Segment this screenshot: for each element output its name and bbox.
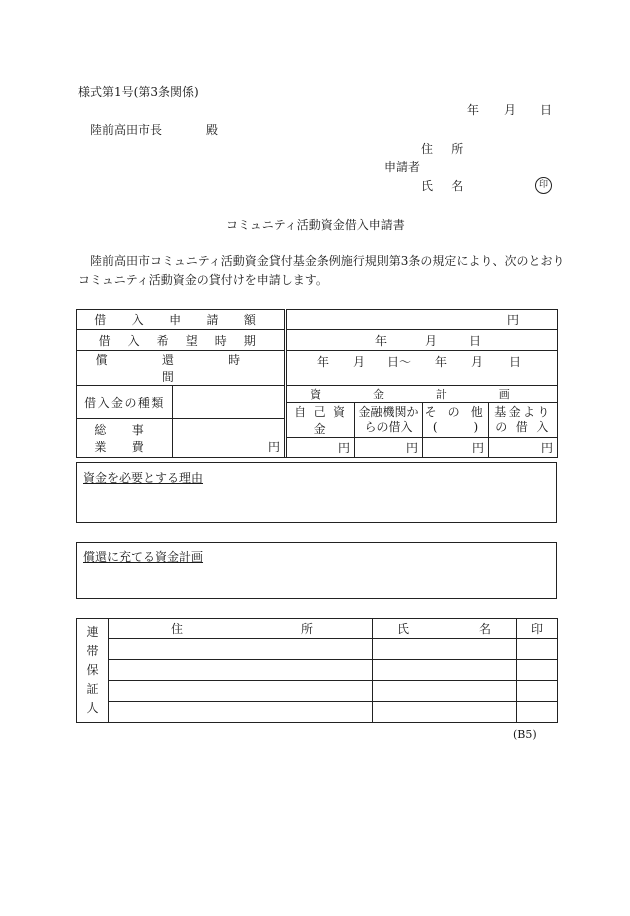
guarantor-seal-1[interactable] — [517, 639, 558, 660]
addressee-dono: 殿 — [206, 123, 219, 137]
term-end-day: 日 — [509, 355, 522, 369]
seal-mark: 印 — [535, 177, 552, 194]
term-end-month: 月 — [471, 355, 484, 369]
col-name-header — [373, 619, 517, 639]
yen-unit: 円 — [337, 441, 350, 455]
guarantor-address-2[interactable] — [109, 660, 373, 681]
loan-amount-label: 借 入 申 請 額 — [94, 313, 267, 327]
guarantor-char-5: 人 — [86, 701, 99, 715]
other-amount[interactable] — [423, 438, 489, 458]
period-year: 年 — [375, 334, 388, 348]
fund-loan-label-2: の 借 入 — [495, 420, 551, 434]
applicant-label: 申請者 — [384, 160, 421, 174]
guarantor-address-3[interactable] — [109, 681, 373, 702]
form-number: 様式第1号(第3条関係) — [78, 85, 199, 99]
loan-amount-field[interactable] — [287, 310, 558, 330]
reason-box[interactable] — [76, 462, 557, 523]
body-text-line2: コミュニティ活動資金の貸付けを申請します。 — [78, 273, 328, 287]
paper-size-note: (B5) — [513, 728, 537, 741]
date-year: 年 — [467, 103, 480, 117]
repayment-term-label: 償 還 時 間 — [95, 353, 266, 384]
yen-unit: 円 — [471, 441, 484, 455]
yen-unit: 円 — [541, 441, 554, 455]
guarantor-name-1[interactable] — [373, 639, 517, 660]
other-paren: ( ) — [432, 420, 479, 434]
guarantor-name-2[interactable] — [373, 660, 517, 681]
col-name-char-1: 氏 — [397, 622, 410, 636]
other-label: そ の 他 — [424, 405, 487, 419]
total-yen-unit: 円 — [267, 440, 280, 454]
loan-table — [76, 309, 557, 458]
guarantor-seal-4[interactable] — [517, 702, 558, 723]
document-title: コミュニティ活動資金借入申請書 — [226, 218, 405, 232]
date-month: 月 — [504, 103, 517, 117]
body-text-line1: 陸前高田市コミュニティ活動資金貸付基金条例施行規則第3条の規定により、次のとおり — [90, 254, 565, 268]
repayment-plan-box[interactable] — [76, 542, 557, 599]
self-funds-amount[interactable] — [287, 438, 355, 458]
guarantor-name-4[interactable] — [373, 702, 517, 723]
fund-loan-label-1: 基金より — [494, 405, 552, 419]
self-funds-label: 自 己 資 金 — [294, 405, 347, 436]
yen-unit: 円 — [405, 441, 418, 455]
total-cost-field[interactable] — [173, 419, 285, 458]
col-address-char-1: 住 — [171, 622, 184, 636]
col-address-char-2: 所 — [301, 622, 314, 636]
guarantor-char-4: 証 — [86, 682, 99, 696]
period-month: 月 — [425, 334, 438, 348]
loan-period-field[interactable] — [287, 330, 558, 351]
addressee-mayor: 陸前高田市長 — [90, 123, 163, 137]
loan-kind-field[interactable] — [173, 386, 285, 419]
applicant-address-label: 住 所 — [421, 142, 471, 156]
total-cost-label: 総 事 業 費 — [94, 423, 155, 454]
repayment-term-field[interactable] — [287, 351, 558, 386]
col-seal-header — [517, 619, 558, 639]
date-day: 日 — [540, 103, 553, 117]
fund-loan-amount[interactable] — [489, 438, 558, 458]
loan-period-label: 借 入 希 望 時 期 — [98, 333, 263, 348]
bank-loan-label-2: らの借入 — [364, 420, 413, 434]
reason-label: 資金を必要とする理由 — [83, 471, 204, 485]
col-address-header — [109, 619, 373, 639]
term-start-month: 月 — [353, 355, 366, 369]
guarantor-char-1: 連 — [86, 625, 99, 639]
bank-loan-label-1: 金融機関か — [358, 405, 419, 419]
guarantor-address-4[interactable] — [109, 702, 373, 723]
col-name-char-2: 名 — [479, 622, 492, 636]
applicant-name-label: 氏 名 — [421, 179, 471, 193]
guarantor-seal-3[interactable] — [517, 681, 558, 702]
repayment-plan-label: 償還に充てる資金計画 — [83, 550, 204, 564]
funding-plan-header: 資 金 計 画 — [310, 388, 534, 401]
term-end-year: 年 — [435, 355, 448, 369]
guarantor-char-3: 保 — [86, 663, 99, 677]
guarantor-seal-2[interactable] — [517, 660, 558, 681]
yen-unit: 円 — [507, 313, 520, 327]
col-seal-label: 印 — [530, 622, 543, 636]
guarantor-table — [76, 618, 557, 723]
bank-loan-amount[interactable] — [355, 438, 423, 458]
guarantor-name-3[interactable] — [373, 681, 517, 702]
guarantor-address-1[interactable] — [109, 639, 373, 660]
loan-kind-label: 借入金の種類 — [84, 395, 165, 410]
term-start-year: 年 — [317, 355, 330, 369]
term-range-sep: 日～ — [387, 355, 412, 369]
guarantor-char-2: 帯 — [86, 644, 99, 658]
period-day: 日 — [469, 334, 482, 348]
